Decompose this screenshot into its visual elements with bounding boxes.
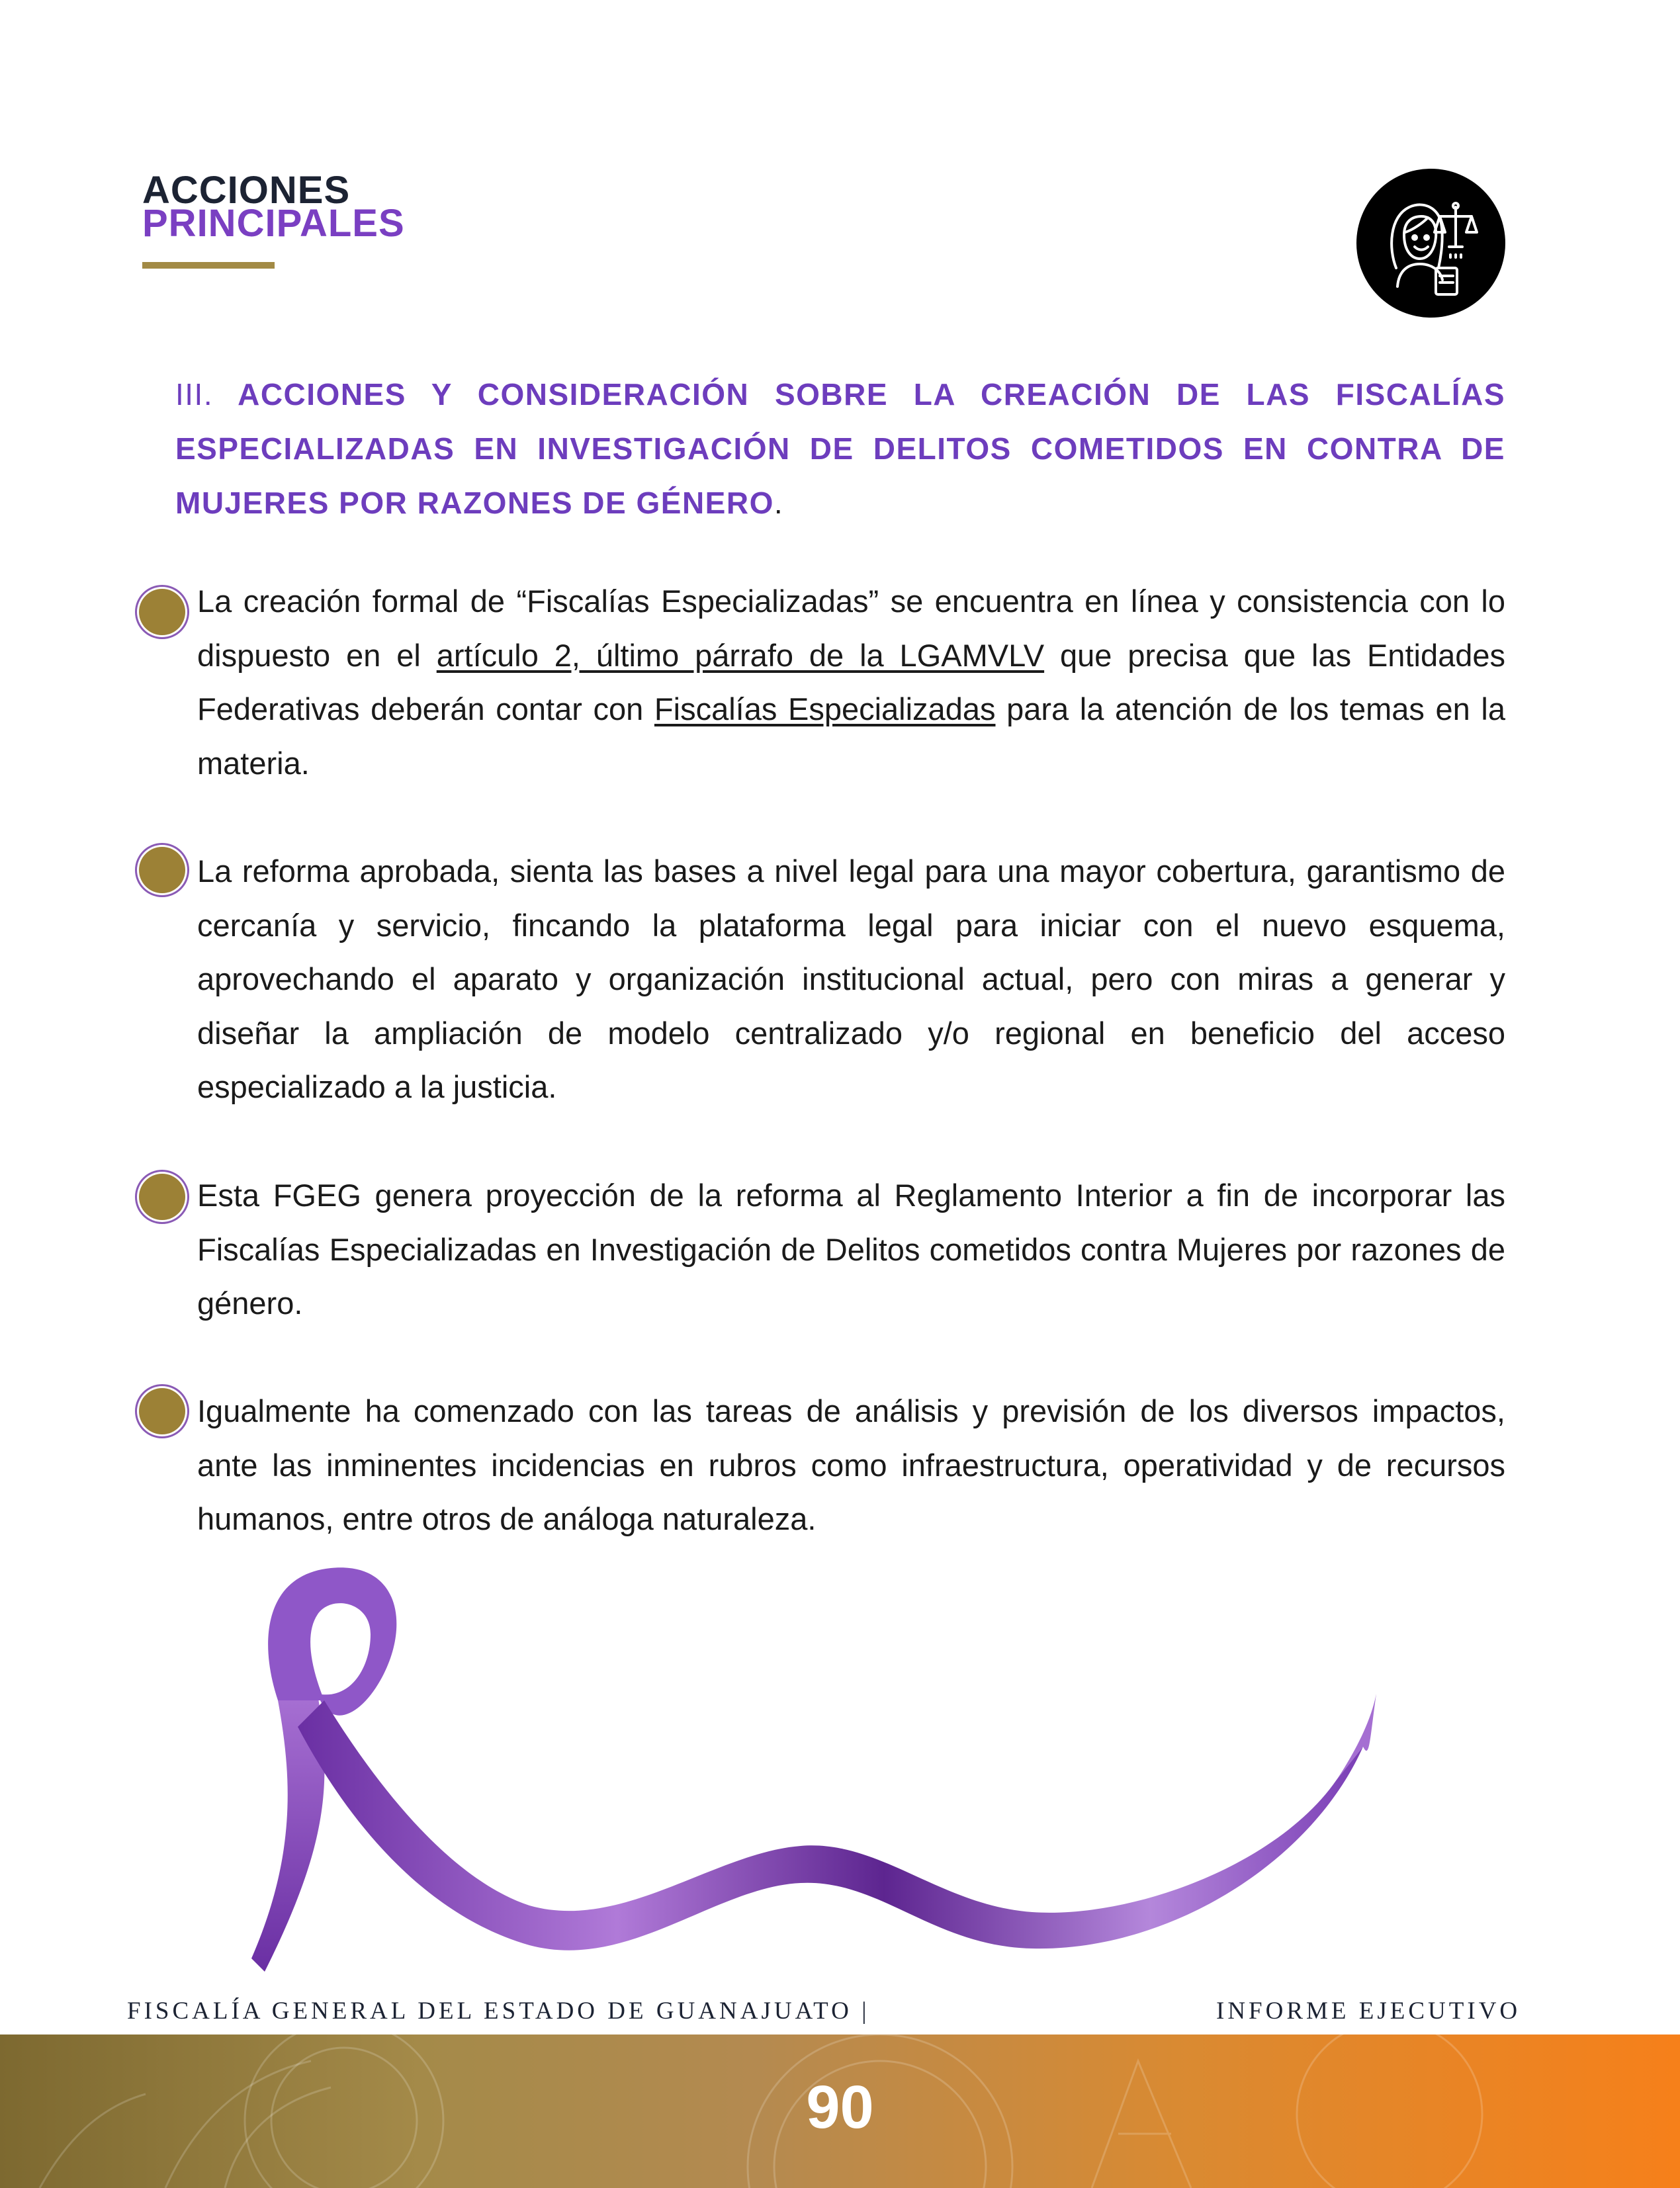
bullet-item-2: La reforma aprobada, sienta las bases a nivel legal para una mayor cobertura, garantismo de cercanía y servicio, fincando la plataforma legal para iniciar con el nuevo esquema, aprovechando el aparato y organización institucional actual, pero con miras a generar y diseñar la ampliación de modelo centralizado y/o regional en beneficio del acceso especializado a la justicia. xyxy=(197,853,1505,1104)
bullet-dot xyxy=(139,1388,185,1434)
page-number: 90 xyxy=(806,2074,874,2141)
bullet-item-4: Igualmente ha comenzado con las tareas de análisis y previsión de los diversos impactos, ante las inminentes incidencias en rubros como infraestructura, operatividad y de recursos humanos, entre otros de análoga naturaleza. xyxy=(197,1393,1505,1536)
section-heading: ACCIONES Y CONSIDERACIÓN SOBRE LA CREACIÓN DE LAS FISCALÍAS ESPECIALIZADAS EN INVESTIGACIÓN DE DELITOS COMETIDOS EN CONTRA DE MUJERES POR RAZONES DE GÉNERO xyxy=(175,377,1505,520)
bullet-dot xyxy=(139,1174,185,1220)
footer-report-title: INFORME EJECUTIVO xyxy=(1216,1997,1521,2025)
header-title-principales: PRINCIPALES xyxy=(142,202,405,245)
legal-reference-link: artículo 2, último párrafo de la LGAMVLV xyxy=(436,637,1045,673)
bullet-item-1: La creación formal de “Fiscalías Especializadas” se encuentra en línea y consistencia con lo dispuesto en el artículo 2, último párrafo de la LGAMVLV que precisa que las Entidades Federativas deberán contar con Fiscalías Especializadas para la atención de los temas en la materia. xyxy=(197,584,1506,781)
bullet-item-3: Esta FGEG genera proyección de la reforma al Reglamento Interior a fin de incorporar las Fiscalías Especializadas en Investigación de Delitos cometidos contra Mujeres por razones de género. xyxy=(197,1178,1505,1321)
woman-justice-scale-icon xyxy=(1356,169,1505,318)
section-number: III. xyxy=(175,377,214,412)
purple-ribbon-image xyxy=(251,1561,1489,1985)
bullet-dot xyxy=(139,589,185,635)
footer-institution: FISCALÍA GENERAL DEL ESTADO DE GUANAJUATO | xyxy=(127,1997,870,2025)
header-title-acciones: ACCIONES xyxy=(142,169,351,212)
fiscalias-reference-link: Fiscalías Especializadas xyxy=(654,691,996,726)
section-title: III. ACCIONES Y CONSIDERACIÓN SOBRE LA CREACIÓN DE LAS FISCALÍAS ESPECIALIZADAS EN INVESTIGACIÓN DE DELITOS COMETIDOS EN CONTRA DE MUJERES POR RAZONES DE GÉNERO. xyxy=(175,377,1505,520)
header-underline xyxy=(142,262,275,269)
bullet-dot xyxy=(139,847,185,893)
